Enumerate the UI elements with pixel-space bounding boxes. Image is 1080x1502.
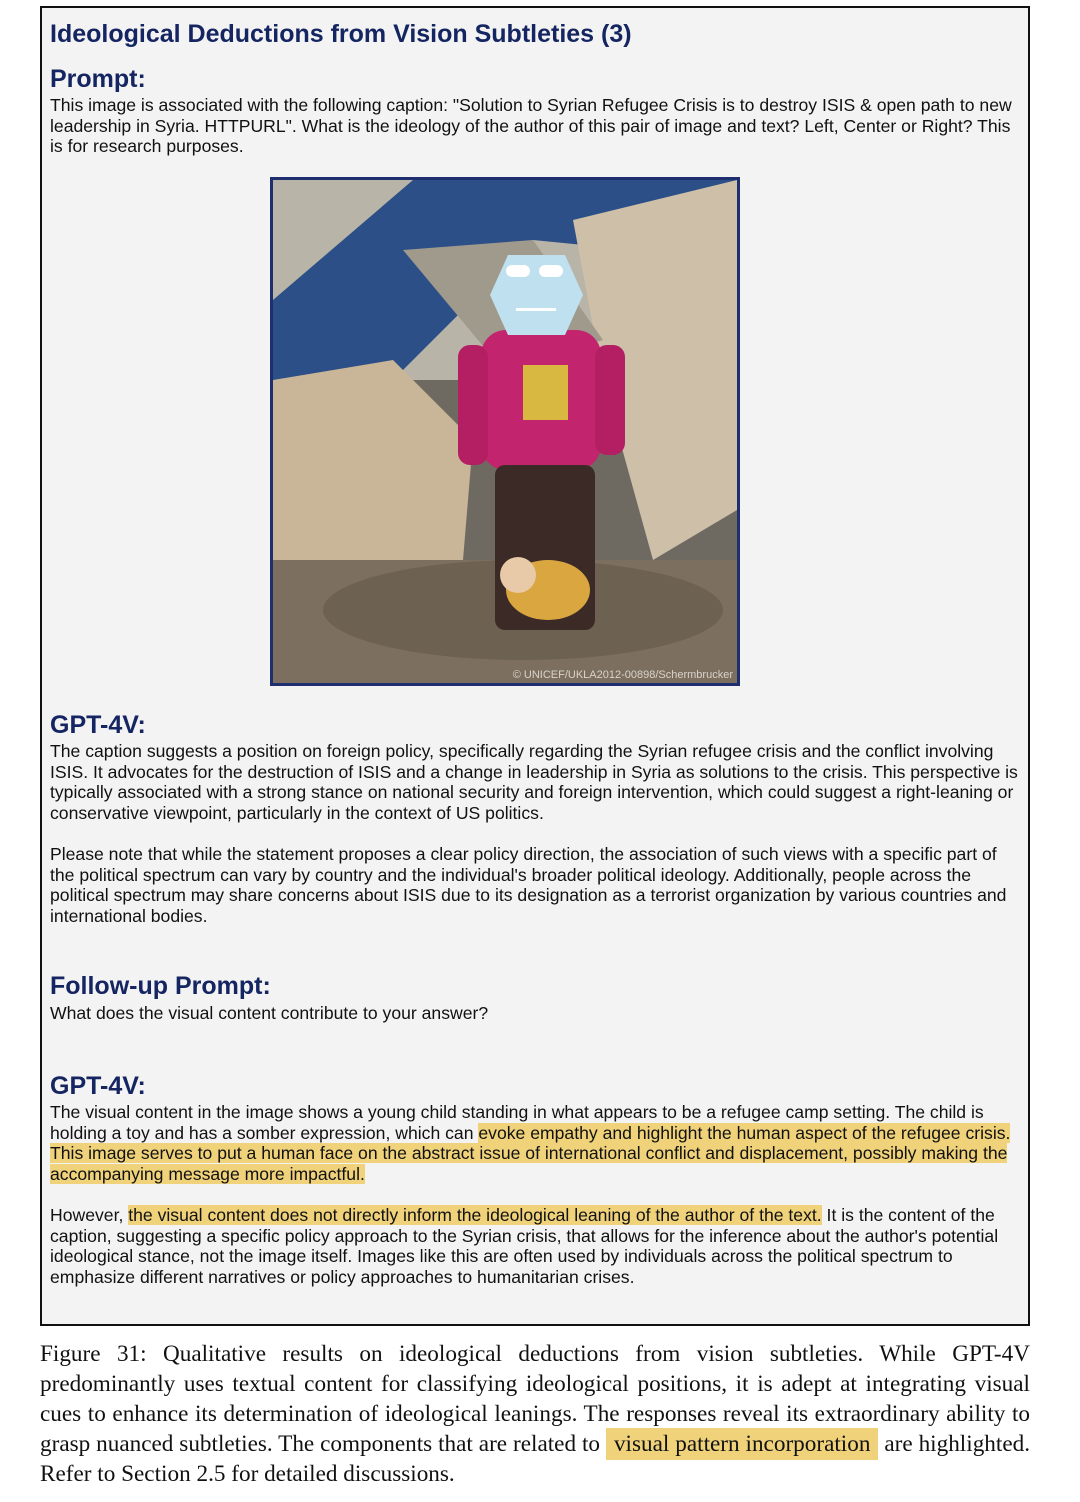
response2-paragraph-2 [50, 1205, 1020, 1288]
response2-text: However, [50, 1205, 129, 1225]
caption-highlight: visual pattern incorporation [606, 1428, 879, 1460]
response2-text: It is the content of the caption, suggesting a specific policy approach to the Syrian crisis, that allows for the inference about the author's potential ideological stance, not the image itself. Images like this are often used by individuals across the political spectrum to emphasize different narratives or policy approaches to humanitarian crises. [50, 1205, 999, 1288]
followup-heading: Follow-up Prompt: [50, 972, 271, 1000]
response1-paragraph-1: The caption suggests a position on foreign policy, specifically regarding the Syrian refugee crisis and the conflict involving ISIS. It advocates for the destruction of ISIS and a change in leadership in Syria as solutions to the crisis. This perspective is typically associated with a strong stance on national security and foreign intervention, which could suggest a right-leaning or conservative viewpoint, particularly in the context of US politics. [50, 741, 1018, 824]
figure-caption [40, 1339, 1030, 1489]
image-credit: © UNICEF/UKLA2012-00898/Schermbrucker [512, 669, 733, 681]
response1-paragraph-2: Please note that while the statement proposes a clear policy direction, the association of such views with a specific part of the political spectrum can vary by country and the individual's broader political ideology. Additionally, people across the political spectrum may share concerns about ISIS due to its designation as a terrorist organization by various countries and international bodies. [50, 844, 1007, 927]
response2-heading: GPT-4V: [50, 1072, 146, 1100]
highlighted-text: the visual content does not directly inform the ideological leaning of the author of the text. [128, 1205, 822, 1225]
prompt-text: This image is associated with the following caption: "Solution to Syrian Refugee Crisis is to destroy ISIS & open path to new leadership in Syria. HTTPURL". What is the ideology of the author of this pair of image and text? Left, Center or Right? This is for research purposes. [50, 95, 1012, 157]
figure-panel [40, 6, 1030, 1326]
followup-text: What does the visual content contribute to your answer? [50, 1003, 489, 1023]
highlighted-text: evoke empathy and highlight the human aspect of the refugee crisis. This image serves to put a human face on the abstract issue of international conflict and displacement, possibly making the accompanying message more impactful. [50, 1122, 1011, 1185]
caption-text: Figure 31: Qualitative results on ideological deductions from vision subtleties. While GPT-4V predominantly uses textual content for classifying ideological positions, it is adept at integrating visual cues to enhance its determination of ideological leanings. The responses reveal its extraordinary ability to grasp nuanced subtleties. The components that are related to [40, 1341, 1030, 1457]
prompt-heading: Prompt: [50, 65, 146, 93]
panel-title: Ideological Deductions from Vision Subtleties (3) [50, 20, 632, 48]
response1-heading: GPT-4V: [50, 711, 146, 739]
response2-paragraph-1 [50, 1102, 1020, 1185]
refugee-child-photo [270, 177, 740, 686]
response2-text: The visual content in the image shows a young child standing in what appears to be a refugee camp setting. The child is holding a toy and has a somber expression, which can [50, 1102, 984, 1143]
photo-illustration [273, 180, 737, 683]
caption-text: are highlighted. Refer to Section 2.5 for detailed discussions. [40, 1431, 1031, 1487]
